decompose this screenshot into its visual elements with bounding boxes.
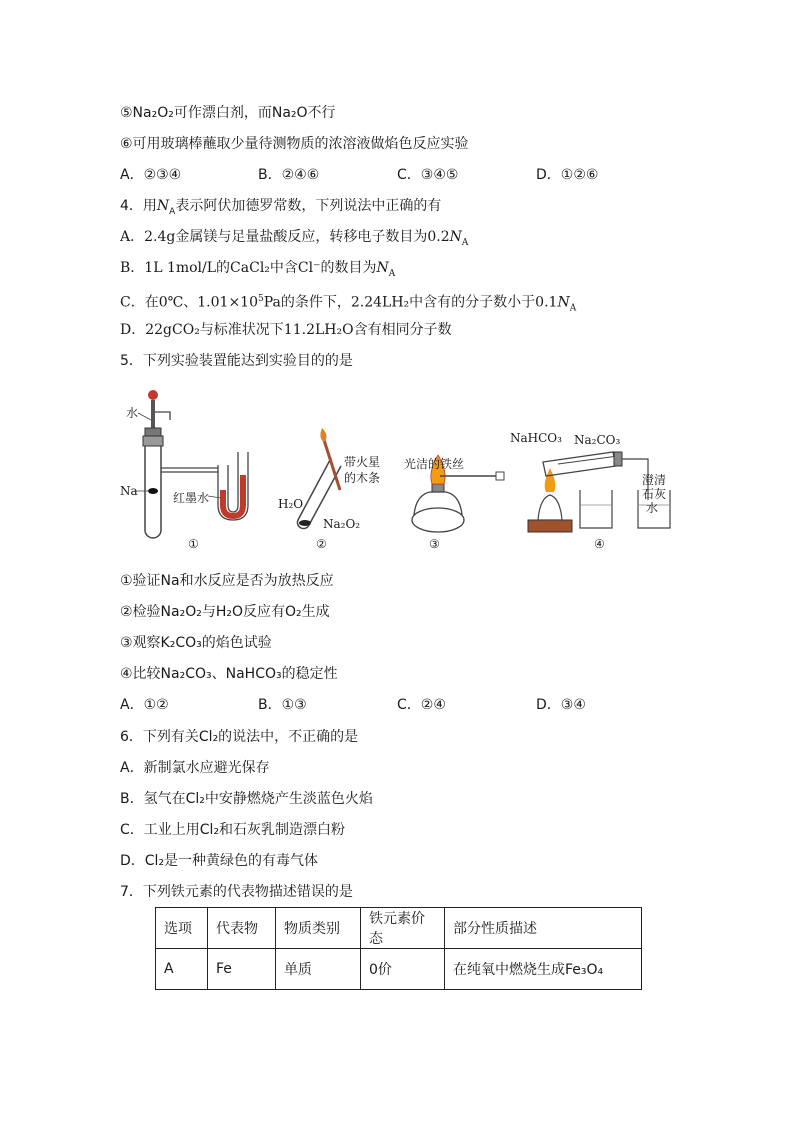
header-properties: 部分性质描述 bbox=[445, 908, 642, 949]
stopper bbox=[143, 436, 163, 446]
q4-option-a-text: A．2.4g金属镁与足量盐酸反应，转移电子数目为0.2 bbox=[120, 229, 450, 245]
label-na2co3: Na₂CO₃ bbox=[574, 433, 621, 447]
q5-statement-1: ①验证Na和水反应是否为放热反应 bbox=[120, 573, 334, 589]
stopper-4 bbox=[614, 452, 622, 466]
label-splint-2: 的木条 bbox=[344, 471, 381, 485]
experiment-apparatus-figure bbox=[118, 380, 678, 560]
statement-5: ⑤Na₂O₂可作漂白剂，而Na₂O不行 bbox=[120, 105, 336, 121]
header-category: 物质类别 bbox=[276, 908, 361, 949]
label-number-2: ② bbox=[316, 537, 327, 551]
q5-statement-4: ④比较Na₂CO₃、NaHCO₃的稳定性 bbox=[120, 666, 338, 682]
inner-tube bbox=[558, 456, 618, 464]
q6-option-d[interactable]: D．Cl₂是一种黄绿色的有毒气体 bbox=[120, 853, 319, 869]
q4-option-c[interactable] bbox=[120, 290, 576, 317]
flame-4 bbox=[545, 468, 556, 492]
beaker-1 bbox=[580, 490, 612, 528]
q6-option-a[interactable]: A．新制氯水应避光保存 bbox=[120, 760, 270, 776]
label-limewater-3: 水 bbox=[646, 501, 659, 515]
q5-option-c[interactable]: C．②④ bbox=[397, 697, 446, 713]
cell-properties: 在纯氧中燃烧生成Fe₃O₄ bbox=[445, 949, 642, 990]
label-h2o: H₂O bbox=[278, 497, 304, 511]
label-limewater-2: 石灰 bbox=[642, 487, 667, 501]
q5-statement-3: ③观察K₂CO₃的焰色试验 bbox=[120, 635, 272, 651]
q7-stem: 7．下列铁元素的代表物描述错误的是 bbox=[120, 884, 353, 900]
label-na: Na bbox=[120, 484, 138, 498]
lamp-4 bbox=[538, 495, 562, 520]
dropper-tube bbox=[151, 400, 155, 430]
statement-6: ⑥可用玻璃棒蘸取少量待测物质的浓溶液做焰色反应实验 bbox=[120, 136, 469, 152]
header-option: 选项 bbox=[156, 908, 208, 949]
q5-stem: 5．下列实验装置能达到实验目的的是 bbox=[120, 353, 353, 369]
q4-stem-prefix: 4．用 bbox=[120, 198, 157, 214]
q5-option-b[interactable]: B．①③ bbox=[258, 697, 307, 713]
q4-option-a[interactable] bbox=[120, 228, 468, 252]
label-splint-1: 带火星 bbox=[344, 455, 381, 469]
dropper-bulb bbox=[148, 390, 158, 400]
header-valence: 铁元素价态 bbox=[361, 908, 445, 949]
outer-tube bbox=[543, 452, 616, 476]
avogadro-subscript: A bbox=[461, 237, 469, 248]
q4-option-b[interactable] bbox=[120, 259, 395, 283]
q4-option-c-text2: Pa的条件下，2.24LH₂中含有的分子数小于0.1 bbox=[263, 294, 558, 311]
q6-option-c[interactable]: C．工业上用Cl₂和石灰乳制造漂白粉 bbox=[120, 822, 346, 838]
q4-option-c-text1: C．在0℃、1.01×10 bbox=[120, 294, 258, 311]
sodium-piece bbox=[148, 488, 158, 494]
apparatus-3 bbox=[404, 455, 504, 551]
avogadro-symbol: N bbox=[376, 260, 389, 276]
alcohol-lamp-body bbox=[414, 492, 462, 515]
q4-stem-suffix: 表示阿伏加德罗常数，下列说法中正确的有 bbox=[175, 198, 442, 214]
cell-category: 单质 bbox=[276, 949, 361, 990]
label-na2o2: Na₂O₂ bbox=[323, 517, 361, 531]
label-water: 水 bbox=[126, 406, 139, 420]
avogadro-symbol: N bbox=[156, 198, 170, 214]
table-row bbox=[156, 949, 642, 990]
connecting-tube bbox=[161, 468, 218, 472]
label-number-3: ③ bbox=[429, 537, 440, 551]
q4-stem bbox=[120, 197, 441, 221]
cell-option: A bbox=[156, 949, 208, 990]
avogadro-subscript: A bbox=[569, 303, 577, 314]
table-header-row bbox=[156, 908, 642, 949]
lamp-wick-holder bbox=[432, 484, 444, 492]
q6-stem: 6．下列有关Cl₂的说法中，不正确的是 bbox=[120, 729, 359, 745]
q3-option-d[interactable]: D．①②⑥ bbox=[536, 167, 599, 183]
wire-handle bbox=[496, 472, 504, 480]
q4-option-c-exponent: 5 bbox=[258, 294, 264, 304]
q4-option-b-text: B．1L 1mol/L的CaCl₂中含Cl⁻的数目为 bbox=[120, 260, 377, 276]
avogadro-subscript: A bbox=[388, 268, 396, 279]
q5-statement-2: ②检验Na₂O₂与H₂O反应有O₂生成 bbox=[120, 604, 330, 620]
label-number-1: ① bbox=[188, 537, 199, 551]
alcohol-lamp-base bbox=[412, 508, 464, 532]
red-ink bbox=[223, 475, 243, 516]
label-red-ink: 红墨水 bbox=[173, 491, 210, 505]
label-nahco3: NaHCO₃ bbox=[510, 431, 562, 445]
q6-option-b[interactable]: B．氢气在Cl₂中安静燃烧产生淡蓝色火焰 bbox=[120, 791, 373, 807]
avogadro-symbol: N bbox=[557, 294, 570, 311]
label-number-4: ④ bbox=[594, 537, 605, 551]
apparatus-1 bbox=[120, 390, 248, 551]
side-tube bbox=[155, 412, 170, 420]
cell-representative: Fe bbox=[208, 949, 276, 990]
stopper-top bbox=[145, 428, 161, 436]
q5-option-a[interactable]: A．①② bbox=[120, 697, 169, 713]
avogadro-symbol: N bbox=[449, 229, 462, 245]
cell-valence: 0价 bbox=[361, 949, 445, 990]
splint-glow bbox=[320, 428, 326, 442]
q5-option-d[interactable]: D．③④ bbox=[536, 697, 586, 713]
stand-base bbox=[528, 520, 572, 532]
q3-option-c[interactable]: C．③④⑤ bbox=[397, 167, 459, 183]
label-iron-wire: 光洁的铁丝 bbox=[404, 457, 465, 471]
q3-option-a[interactable]: A．②③④ bbox=[120, 167, 182, 183]
apparatus-2 bbox=[278, 428, 380, 551]
q4-option-d[interactable]: D．22gCO₂与标准状况下11.2LH₂O含有相同分子数 bbox=[120, 322, 452, 338]
na2o2-solid bbox=[299, 520, 311, 526]
iron-properties-table bbox=[155, 907, 642, 990]
label-limewater-1: 澄清 bbox=[642, 473, 667, 487]
avogadro-subscript: A bbox=[169, 206, 176, 217]
q3-option-b[interactable]: B．②④⑥ bbox=[258, 167, 320, 183]
header-representative: 代表物 bbox=[208, 908, 276, 949]
apparatus-4 bbox=[510, 431, 670, 551]
